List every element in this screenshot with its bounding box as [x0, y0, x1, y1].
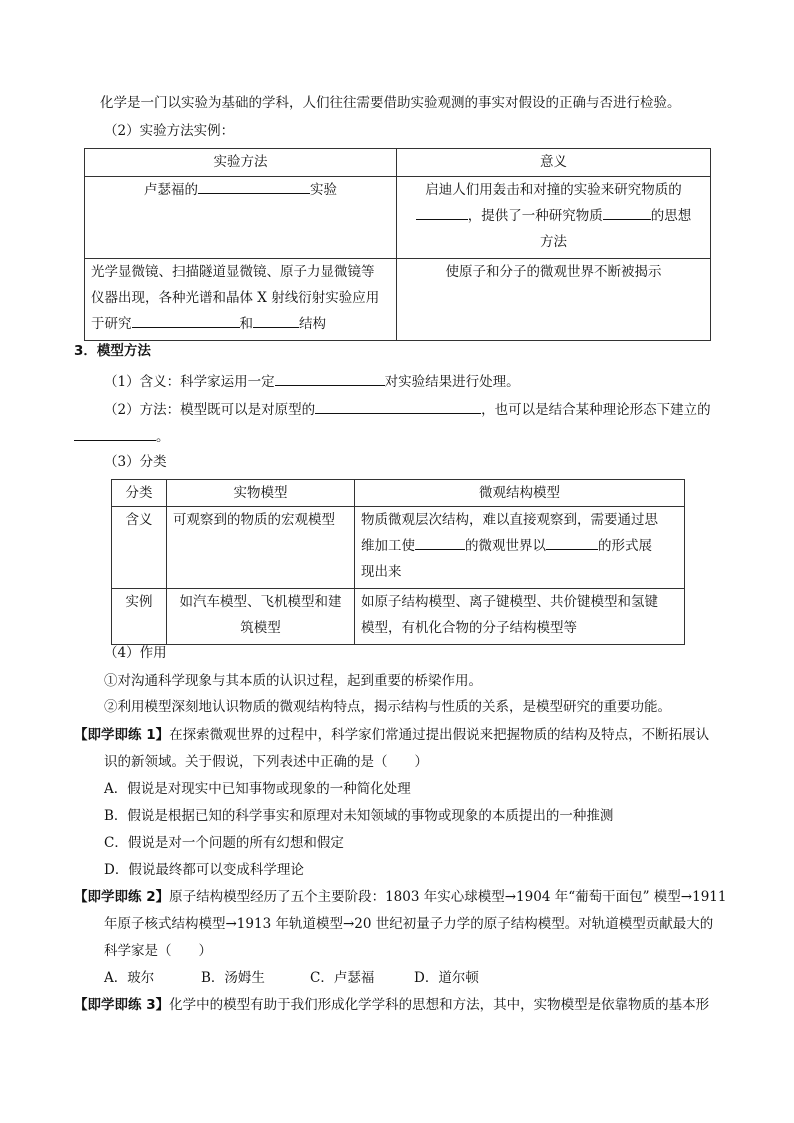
class-physical-meaning: 可观察到的物质的宏观模型	[167, 507, 355, 589]
blank-method-2	[74, 428, 156, 441]
model-class-table	[111, 479, 685, 645]
exp-col-method-header: 实验方法	[85, 149, 397, 177]
blank-rutherford	[198, 181, 310, 194]
rutherford-label: 卢瑟福的	[144, 182, 198, 198]
q1-option-c: C．假说是对一个问题的所有幻想和假定	[104, 835, 344, 851]
exp-col-meaning-header: 意义	[397, 149, 711, 177]
q2-stem-line-1: 【即学即练 2】原子结构模型经历了五个主要阶段：1803 年实心球模型→1904 年“葡萄干面包” 模型→1911	[74, 889, 727, 905]
model-class-heading: （3）分类	[104, 454, 167, 470]
blank-definition	[275, 373, 385, 386]
exp-microscope-cell	[85, 259, 397, 341]
exp-rutherford-cell	[85, 177, 397, 259]
model-method: （2）方法：模型既可以是对原型的 ，也可以是结合某种理论形态下建立的	[104, 402, 711, 418]
q2-stem-line-3: 科学家是（ ）	[104, 943, 212, 959]
q2-tag: 【即学即练 2】	[74, 889, 170, 905]
microscope-line-3b: 和	[239, 316, 253, 332]
q1-stem-line-2: 识的新领域。关于假说，下列表述中正确的是（ ）	[104, 754, 428, 770]
class-micro-example: 如原子结构模型、离子键模型、共价键模型和氢键 模型，有机化合物的分子结构模型等	[355, 589, 685, 645]
q1-option-a: A．假说是对现实中已知事物或现象的一种简化处理	[104, 781, 411, 797]
q1-option-d: D．假说最终都可以变成科学理论	[104, 862, 304, 878]
class-header-physical: 实物模型	[167, 480, 355, 507]
model-heading: 3．模型方法	[74, 343, 151, 359]
microscope-line-2: 仪器出现，各种光谱和晶体 X 射线衍射实验应用	[91, 290, 380, 306]
microscope-line-1: 光学显微镜、扫描隧道显微镜、原子力显微镜等	[91, 264, 375, 280]
class-row-meaning-label: 含义	[112, 507, 167, 589]
q1-option-b: B．假说是根据已知的科学事实和原理对未知领域的事物或现象的本质提出的一种推测	[104, 808, 614, 824]
class-header-category: 分类	[112, 480, 167, 507]
q2-option-c: C．卢瑟福	[310, 970, 375, 986]
exp-methods-heading: （2）实验方法实例：	[104, 123, 235, 139]
blank-micro-1	[415, 537, 465, 550]
meaning-line-2b: 的思想	[650, 208, 692, 224]
model-role-2: ②利用模型深刻地认识物质的微观结构特点，揭示结构与性质的关系，是模型研究的重要功能。	[104, 699, 671, 715]
blank-structure-1	[132, 315, 240, 328]
blank-micro-2	[546, 537, 598, 550]
model-role-heading: （4）作用	[104, 645, 167, 661]
blank-meaning-2	[603, 207, 651, 220]
q3-tag: 【即学即练 3】	[74, 997, 170, 1013]
class-micro-meaning: 物质微观层次结构，难以直接观察到，需要通过思 维加工使 的微观世界以 的形式展 现出来	[355, 507, 685, 589]
class-header-micro: 微观结构模型	[355, 480, 685, 507]
exp-rutherford-meaning-cell	[397, 177, 711, 259]
q2-option-a: A．玻尔	[104, 970, 155, 986]
experiment-label: 实验	[310, 182, 337, 198]
q2-option-d: D．道尔顿	[414, 970, 479, 986]
meaning-line-3: 方法	[540, 234, 567, 250]
microscope-line-3a: 于研究	[91, 316, 132, 332]
model-definition: （1）含义：科学家运用一定 对实验结果进行处理。	[104, 374, 520, 390]
exp-microscope-meaning-cell: 使原子和分子的微观世界不断被揭示	[397, 259, 711, 341]
blank-meaning-1	[416, 207, 468, 220]
q1-stem-line-1: 【即学即练 1】在探索微观世界的过程中，科学家们常通过提出假说来把握物质的结构及特点，不断拓展认	[74, 727, 710, 743]
blank-method-1	[315, 401, 481, 414]
model-role-1: ①对沟通科学现象与其本质的认识过程，起到重要的桥梁作用。	[104, 673, 482, 689]
blank-structure-2	[253, 315, 299, 328]
q2-stem-line-2: 年原子核式结构模型→1913 年轨道模型→20 世纪初量子力学的原子结构模型。对轨道模型贡献最大的	[104, 916, 714, 932]
q1-tag: 【即学即练 1】	[74, 727, 170, 743]
meaning-line-1: 启迪人们用轰击和对撞的实验来研究物质的	[425, 182, 682, 198]
model-method-cont: 。	[74, 428, 170, 445]
q3-stem-line-1: 【即学即练 3】化学中的模型有助于我们形成化学学科的思想和方法，其中，实物模型是依靠物质的基本形	[74, 997, 710, 1013]
class-physical-example: 如汽车模型、飞机模型和建 筑模型	[167, 589, 355, 645]
microscope-line-3c: 结构	[299, 316, 326, 332]
intro-line: 化学是一门以实验为基础的学科，人们往往需要借助实验观测的事实对假设的正确与否进行检验。	[100, 95, 681, 111]
q2-option-b: B．汤姆生	[201, 970, 265, 986]
class-row-example-label: 实例	[112, 589, 167, 645]
exp-methods-table	[84, 148, 711, 341]
meaning-line-2a: ，提供了一种研究物质	[467, 208, 603, 224]
